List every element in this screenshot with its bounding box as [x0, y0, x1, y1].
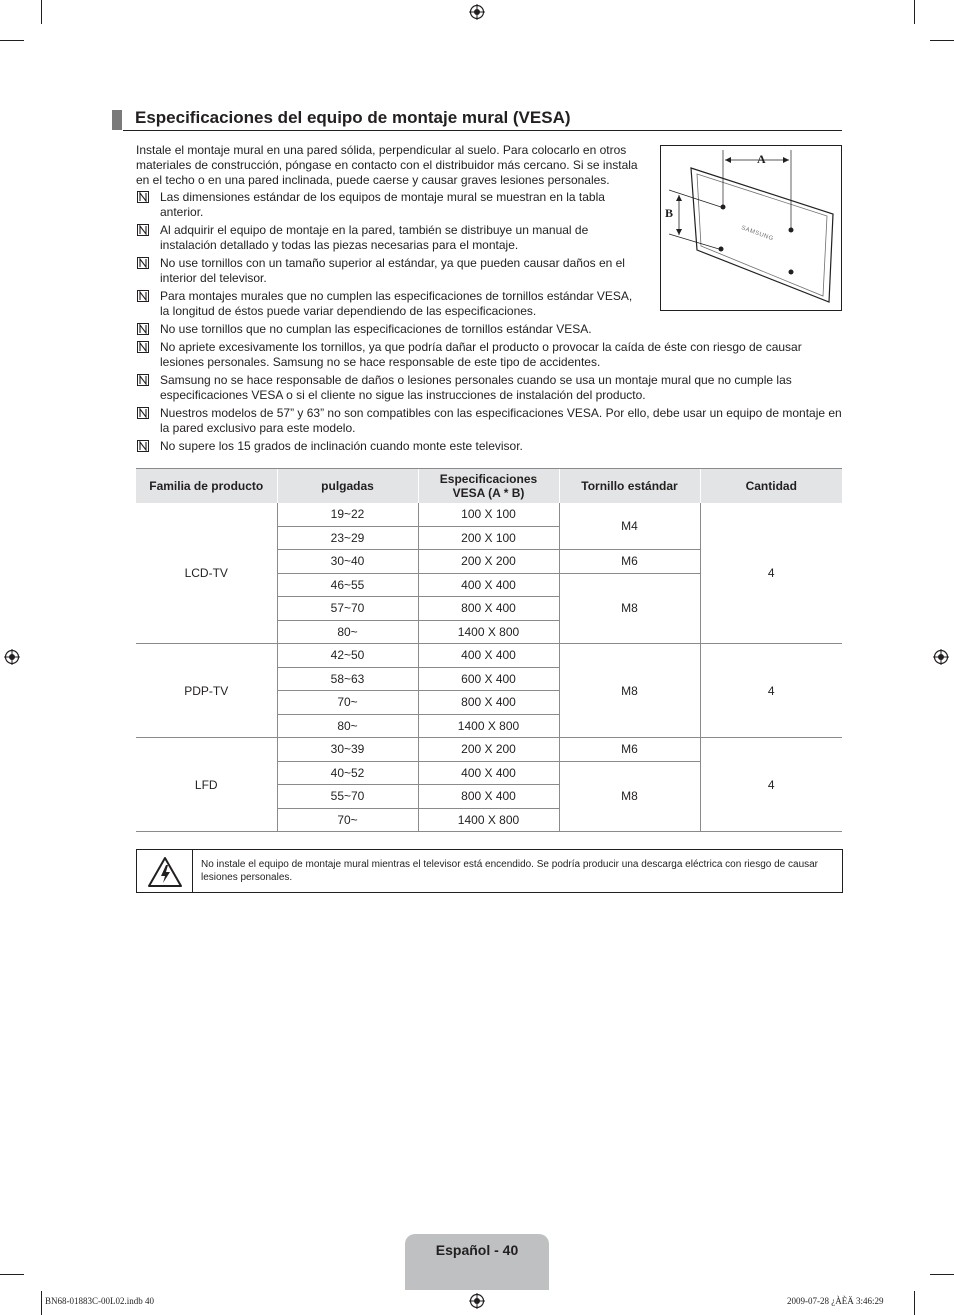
date-slug: 2009-07-28 ¿ÀÈÄ 3:46:29 — [787, 1296, 884, 1306]
note-text: Las dimensiones estándar de los equipos de montaje mural se muestran en la tabla anterior. — [160, 190, 605, 219]
note-text: Nuestros modelos de 57” y 63” no son compatibles con las especificaciones VESA. Por ello, debe usar un equipo de montaje en la pared exclusivo para este modelo. — [160, 406, 842, 435]
label-a: A — [757, 152, 766, 166]
inches-cell: 42~50 — [277, 644, 418, 668]
registration-mark-icon — [469, 4, 485, 20]
note-icon — [137, 224, 149, 236]
vesa-cell: 400 X 400 — [418, 573, 559, 597]
crop-mark — [930, 40, 954, 41]
note-icon — [137, 290, 149, 302]
vesa-cell: 200 X 100 — [418, 526, 559, 550]
page-number-tab — [405, 1234, 549, 1290]
crop-mark — [0, 40, 24, 41]
note-item — [136, 289, 641, 319]
vesa-cell: 400 X 400 — [418, 761, 559, 785]
screw-cell: M8 — [559, 644, 700, 738]
quantity-cell: 4 — [700, 503, 842, 644]
note-text: No apriete excesivamente los tornillos, ya que podría dañar el producto o provocar la caída de éste con riesgo de causar lesiones personales. Samsung no se hace responsable de este tipo de accidentes. — [160, 340, 802, 369]
section-marker — [112, 110, 122, 130]
label-b: B — [665, 206, 674, 220]
inches-cell: 80~ — [277, 620, 418, 644]
vesa-cell: 1400 X 800 — [418, 808, 559, 832]
vesa-cell: 800 X 400 — [418, 597, 559, 621]
tv-rear-illustration — [661, 146, 841, 310]
note-item — [136, 322, 842, 337]
note-icon — [137, 440, 149, 452]
column-header: Tornillo estándar — [559, 469, 700, 504]
note-text: Para montajes murales que no cumplen las especificaciones de tornillos estándar VESA, la longitud de éstos puede variar dependiendo de las especificaciones. — [160, 289, 633, 318]
vesa-cell: 1400 X 800 — [418, 714, 559, 738]
inches-cell: 58~63 — [277, 667, 418, 691]
crop-mark — [914, 1291, 915, 1315]
crop-mark — [0, 1274, 24, 1275]
crop-mark — [41, 0, 42, 24]
inches-cell: 23~29 — [277, 526, 418, 550]
quantity-cell: 4 — [700, 738, 842, 832]
vesa-cell: 800 X 400 — [418, 691, 559, 715]
table-row — [136, 644, 842, 668]
registration-mark-icon — [469, 1293, 485, 1309]
crop-mark — [914, 0, 915, 24]
column-header — [418, 469, 559, 504]
vesa-figure — [660, 145, 842, 311]
vesa-cell: 200 X 200 — [418, 738, 559, 762]
table-row — [136, 738, 842, 762]
header-line: Especificaciones — [439, 472, 538, 486]
note-icon — [137, 257, 149, 269]
heading-rule — [123, 130, 842, 131]
page-title: Especificaciones del equipo de montaje mural (VESA) — [135, 108, 571, 127]
inches-cell: 19~22 — [277, 503, 418, 526]
warning-divider — [192, 850, 193, 892]
note-text: No use tornillos que no cumplan las especificaciones de tornillos estándar VESA. — [160, 322, 592, 336]
family-cell: LFD — [136, 738, 277, 832]
electric-shock-warning-icon — [147, 856, 183, 888]
column-header: Familia de producto — [136, 469, 277, 504]
crop-mark — [41, 1291, 42, 1315]
note-item — [136, 406, 842, 436]
note-icon — [137, 191, 149, 203]
screw-cell: M6 — [559, 738, 700, 762]
file-slug: BN68-01883C-00L02.indb 40 — [45, 1296, 154, 1306]
note-item — [136, 256, 641, 286]
inches-cell: 46~55 — [277, 573, 418, 597]
note-item — [136, 439, 842, 454]
family-cell: PDP-TV — [136, 644, 277, 738]
brand-text: SAMSUNG — [740, 225, 775, 243]
vesa-cell: 600 X 400 — [418, 667, 559, 691]
vesa-cell: 1400 X 800 — [418, 620, 559, 644]
vesa-cell: 800 X 400 — [418, 785, 559, 809]
note-icon — [137, 323, 149, 335]
table-row — [136, 503, 842, 526]
inches-cell: 30~40 — [277, 550, 418, 574]
note-item — [136, 340, 842, 370]
screw-cell: M4 — [559, 503, 700, 550]
note-text: No supere los 15 grados de inclinación cuando monte este televisor. — [160, 439, 523, 453]
screw-cell: M6 — [559, 550, 700, 574]
note-icon — [137, 374, 149, 386]
header-line: VESA (A * B) — [452, 486, 525, 500]
column-header: pulgadas — [277, 469, 418, 504]
note-icon — [137, 407, 149, 419]
inches-cell: 70~ — [277, 808, 418, 832]
warning-text: No instale el equipo de montaje mural mientras el televisor está encendido. Se podría producir una descarga eléctrica con riesgo de causar lesiones personales. — [201, 859, 819, 883]
note-item — [136, 223, 641, 253]
table-header-row — [136, 469, 842, 504]
warning-box — [136, 849, 843, 893]
page-number-label: Español - 40 — [435, 1242, 519, 1258]
inches-cell: 70~ — [277, 691, 418, 715]
quantity-cell: 4 — [700, 644, 842, 738]
column-header: Cantidad — [700, 469, 842, 504]
note-text: No use tornillos con un tamaño superior al estándar, ya que pueden causar daños en el interior del televisor. — [160, 256, 625, 285]
note-icon — [137, 341, 149, 353]
inches-cell: 55~70 — [277, 785, 418, 809]
vesa-cell: 100 X 100 — [418, 503, 559, 526]
inches-cell: 30~39 — [277, 738, 418, 762]
note-text: Samsung no se hace responsable de daños o lesiones personales cuando se usa un montaje mural que no cumple las especificaciones VESA o si el cliente no sigue las instrucciones de instalación del producto. — [160, 373, 792, 402]
registration-mark-icon — [933, 649, 949, 665]
crop-mark — [930, 1274, 954, 1275]
note-item — [136, 190, 641, 220]
note-text: Al adquirir el equipo de montaje en la pared, también se distribuye un manual de instalación detallado y todas las piezas necesarias para el montaje. — [160, 223, 589, 252]
inches-cell: 57~70 — [277, 597, 418, 621]
note-item — [136, 373, 842, 403]
vesa-cell: 200 X 200 — [418, 550, 559, 574]
intro-paragraph: Instale el montaje mural en una pared sólida, perpendicular al suelo. Para colocarlo en otros materiales de construcción, póngase en contacto con el distribuidor más cercano. Si se instala en el techo o en una pared inclinada, puede caerse y causar graves lesiones personales. — [136, 143, 638, 187]
inches-cell: 40~52 — [277, 761, 418, 785]
inches-cell: 80~ — [277, 714, 418, 738]
vesa-spec-table — [136, 468, 842, 832]
screw-cell: M8 — [559, 573, 700, 644]
family-cell: LCD-TV — [136, 503, 277, 644]
screw-cell: M8 — [559, 761, 700, 832]
vesa-cell: 400 X 400 — [418, 644, 559, 668]
registration-mark-icon — [4, 649, 20, 665]
